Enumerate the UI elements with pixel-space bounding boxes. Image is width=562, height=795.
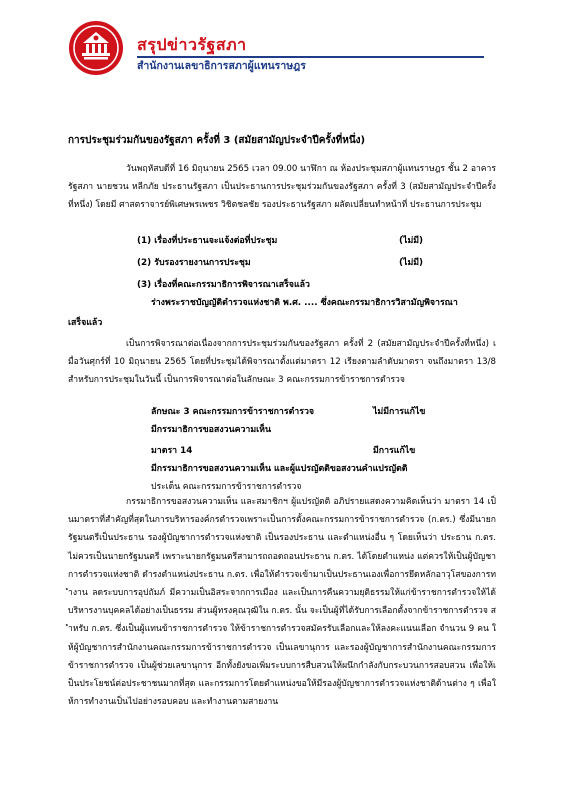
document-title: การประชุมร่วมกันของรัฐสภา ครั้งที่ 3 (สมัยสามัญประจำปีครั้งที่หนึ่ง) xyxy=(68,135,366,146)
article-status: มีการแก้ไข xyxy=(373,446,416,456)
section-status: ไม่มีการแก้ไข xyxy=(373,407,426,417)
bill-title-line1: ร่างพระราชบัญญัติตำรวจแห่งชาติ พ.ศ. .... ซึ่งคณะกรรมาธิการวิสามัญพิจารณา xyxy=(151,298,458,308)
section-heading xyxy=(151,406,426,418)
agenda-item-1 xyxy=(137,235,424,247)
article-heading xyxy=(151,445,416,457)
agenda-item-2-status: (ไม่มี) xyxy=(399,258,424,268)
agenda-item-1-label: (1) เรื่องที่ประธานจะแจ้งต่อที่ประชุม xyxy=(137,236,278,246)
article-issue: ประเด็น คณะกรรมการข้าราชการตำรวจ xyxy=(151,482,302,492)
agenda-item-3-label: (3) เรื่องที่คณะกรรมาธิการพิจารณาเสร็จแล้ว xyxy=(137,280,310,290)
agenda-item-2 xyxy=(137,257,424,269)
brand-subtitle: สำนักงานเลขาธิการสภาผู้แทนราษฎร xyxy=(137,60,306,72)
article-label: มาตรา 14 xyxy=(151,446,193,456)
brand-title: สรุปข่าวรัฐสภา xyxy=(137,35,247,54)
parliament-seal-icon xyxy=(68,20,124,76)
agenda-item-1-status: (ไม่มี) xyxy=(399,236,424,246)
bill-title-line2: เสร็จแล้ว xyxy=(68,318,103,328)
continuation-paragraph: เป็นการพิจารณาต่อเนื่องจากการประชุมร่วมกันของรัฐสภา ครั้งที่ 2 (สมัยสามัญประจำปีครั้งที่หนึ่ง) เมื่อวันศุกร์ที่ 10 มิถุนายน 2565 โดยที่ประชุมได้พิจารณาตั้งแต่มาตรา 12 เรียงตามลำดับมาตรา จนถึงมาตรา 13/8 สำหรับการประชุมในวันนี้ เป็นการพิจารณาต่อในลักษณะ 3 คณะกรรมการข้าราชการตำรวจ xyxy=(68,339,496,386)
intro-paragraph: วันพฤหัสบดีที่ 16 มิถุนายน 2565 เวลา 09.00 นาฬิกา ณ ห้องประชุมสภาผู้แทนราษฎร ชั้น 2 อาคารรัฐสภา นายชวน หลีกภัย ประธานรัฐสภา เป็นประธานการประชุมร่วมกันของรัฐสภา ครั้งที่ 3 (สมัยสามัญประจำปีครั้งที่หนึ่ง) โดยมี ศาสตราจารย์พิเศษพรเพชร วิชิตชลชัย รองประธานรัฐสภา ผลัดเปลี่ยนทำหน้าที่ ประธานการประชุม xyxy=(68,164,496,211)
debate-paragraph: กรรมาธิการขอสงวนความเห็น และสมาชิกฯ ผู้แปรญัตติ อภิปรายแสดงความคิดเห็นว่า มาตรา 14 เป็นมาตราที่สำคัญที่สุดในการบริหารองค์กรตำรวจเพราะเป็นการตั้งคณะกรรมการข้าราชการตำรวจ (ก.ตร.) ซึ่งมีนายกรัฐมนตรีเป็นประธาน รองผู้บัญชาการตำรวจแห่งชาติ เป็นรองประธาน และตำแหน่งอื่น ๆ โดยเห็นว่า ประธาน ก.ตร. ไม่ควรเป็นนายกรัฐมนตรี เพราะนายกรัฐมนตรีสามารถถอดถอนประธาน ก.ตร. ได้โดยตำแหน่ง แต่ควรให้เป็นผู้บัญชาการตำรวจแห่งชาติ ดำรงตำแหน่งประธาน ก.ตร. เพื่อให้ตำรวจเข้ามาเป็นประธานเองเพื่อการยึดหลักอาวุโสของการทำงาน ลดระบบการอุปถัมภ์ มีความเป็นอิสระจากการเมือง และเป็นการคืนความยุติธรรมให้แก่ข้าราชการตำรวจให้ได้บริหารงานบุคคลได้อย่างเป็นธรรม ส่วนผู้ทรงคุณวุฒิใน ก.ตร. นั้น จะเป็นผู้ที่ได้รับการเลือกตั้งจากข้าราชการตำรวจ สำหรับ ก.ตร. ซึ่งเป็นผู้แทนข้าราชการตำรวจ ให้ข้าราชการตำรวจสมัครรับเลือกและให้ลงคะแนนเลือก จำนวน 9 คน ให้ผู้บัญชาการสำนักงานคณะกรรมการข้าราชการตำรวจ เป็นเลขานุการ และรองผู้บัญชาการสำนักงานคณะกรรมการข้าราชการตำรวจ เป็นผู้ช่วยเลขานุการ อีกทั้งยังขอเพิ่มระบบการสืบสวนให้ผนึกกำลังกับกระบวนการสอบสวน เพื่อให้เป็นประโยชน์ต่อประชาชนมากที่สุด และกรรมการโดยตำแหน่งขอให้มีรองผู้บัญชาการตำรวจแห่งชาติด้านต่าง ๆ เพื่อให้การทำงานเป็นไปอย่างรอบคอบ และทำงานตามสายงาน xyxy=(68,497,496,708)
section-note: มีกรรมาธิการขอสงวนความเห็น xyxy=(151,425,271,435)
brand-divider xyxy=(137,56,484,58)
section-label: ลักษณะ 3 คณะกรรมการข้าราชการตำรวจ xyxy=(151,407,315,417)
article-note: มีกรรมาธิการขอสงวนความเห็น และผู้แปรญัตติขอสงวนคำแปรญัตติ xyxy=(151,464,408,474)
agenda-item-2-label: (2) รับรองรายงานการประชุม xyxy=(137,258,251,268)
